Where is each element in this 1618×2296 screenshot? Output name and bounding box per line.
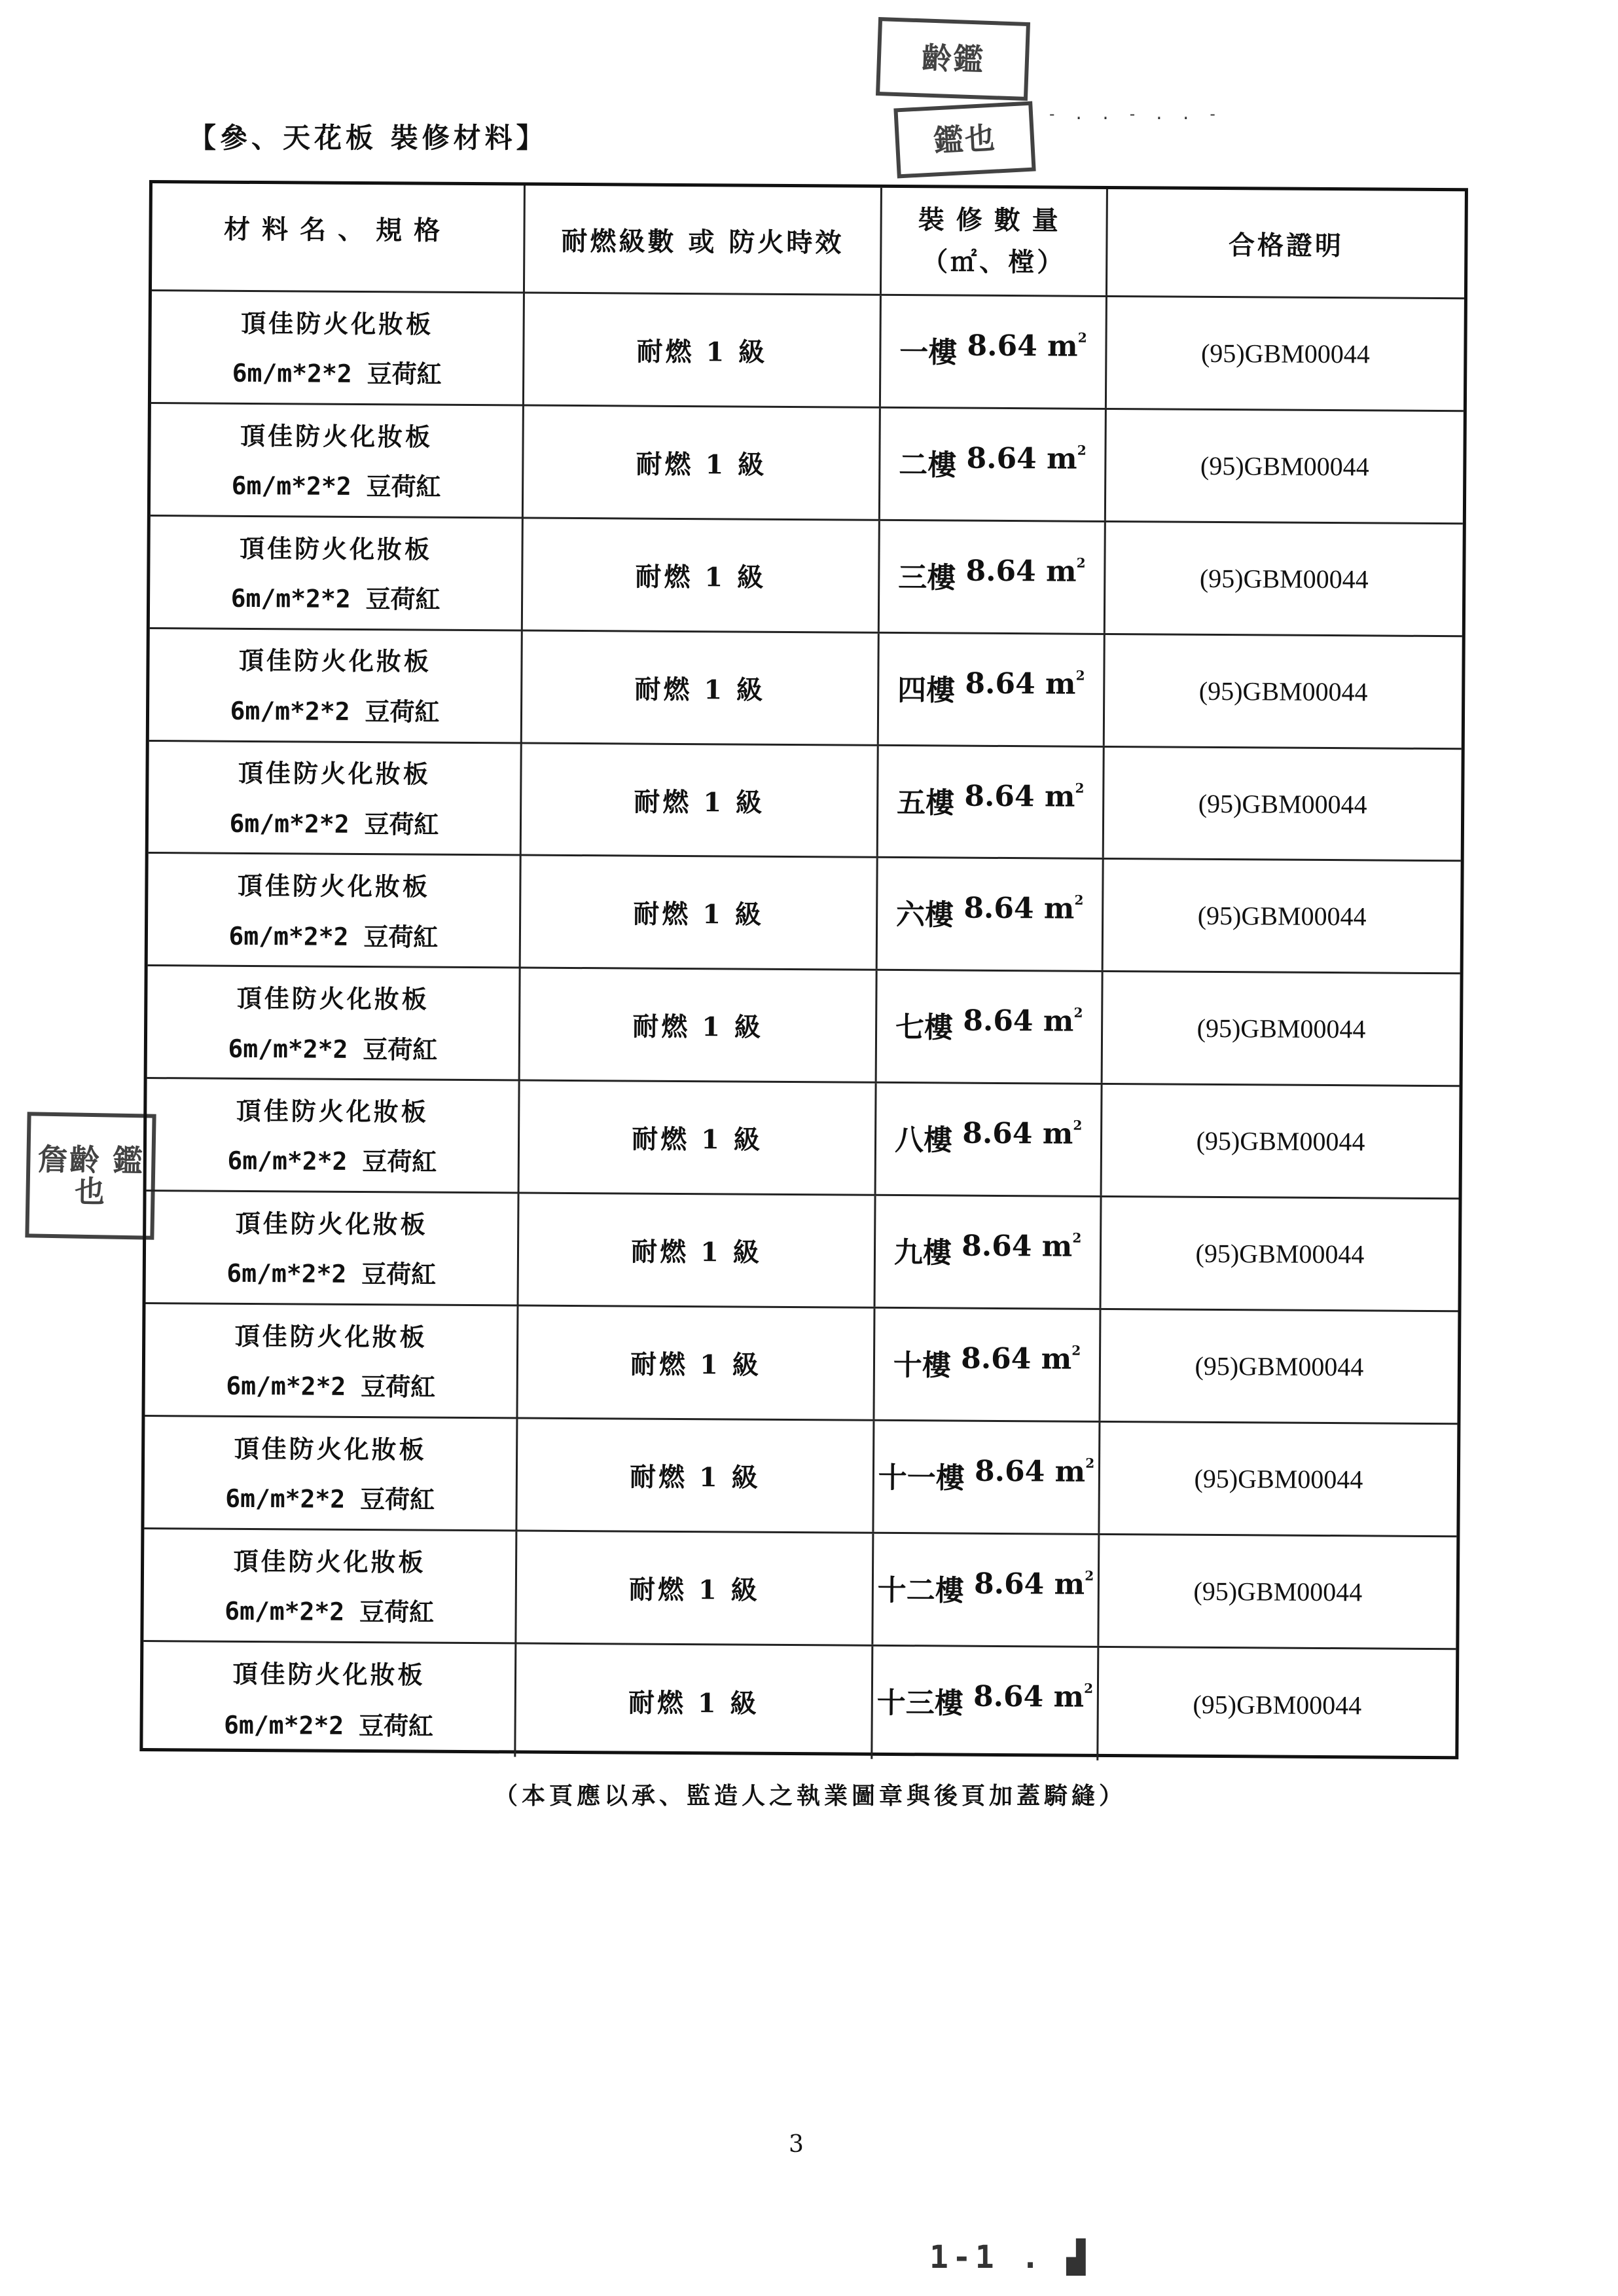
quantity-unit-exponent: 2: [1084, 1680, 1094, 1696]
material-cell: [150, 517, 524, 629]
quantity-unit: m: [1045, 667, 1076, 701]
quantity-unit-exponent: 2: [1075, 780, 1085, 796]
material-spec: 6m/m*2*2 豆荷紅: [227, 1146, 437, 1177]
material-name: 頂佳防火化妝板: [238, 758, 431, 789]
quantity-cell: [877, 971, 1104, 1083]
material-name: 頂佳防火化妝板: [232, 1658, 425, 1690]
material-name: 頂佳防火化妝板: [240, 420, 433, 452]
quantity-cell: [876, 1196, 1102, 1308]
certificate-number: (95)GBM00044: [1198, 788, 1367, 819]
quantity-cell: [880, 409, 1107, 520]
table-row: [151, 404, 1464, 524]
table-row: [147, 1079, 1460, 1199]
fire-grade: 耐燃 1 級: [516, 1644, 873, 1758]
material-cell: [145, 1304, 518, 1417]
quantity-cell: [878, 858, 1104, 970]
material-spec: 6m/m*2*2 豆荷紅: [225, 1596, 435, 1627]
quantity-unit-exponent: 2: [1072, 1230, 1082, 1246]
certificate-number: (95)GBM00044: [1193, 1689, 1362, 1721]
quantity-cell: [874, 1421, 1100, 1533]
table-row: [149, 742, 1462, 862]
fire-grade: 耐燃 1 級: [523, 519, 880, 631]
floor-label: 十三樓: [876, 1686, 963, 1721]
header-quantity: [882, 188, 1108, 295]
certificate-number: (95)GBM00044: [1197, 901, 1367, 932]
quantity-cell: [878, 746, 1105, 858]
quantity-value: 8.64: [963, 892, 1034, 926]
material-name: 頂佳防火化妝板: [236, 983, 430, 1014]
quantity-unit-exponent: 2: [1076, 555, 1086, 571]
quantity-unit-exponent: 2: [1077, 442, 1087, 458]
certificate-number: (95)GBM00044: [1198, 676, 1368, 706]
quantity-value: 8.64: [973, 1567, 1045, 1601]
material-spec: 6m/m*2*2 豆荷紅: [230, 696, 440, 727]
quantity-unit: m: [1054, 1567, 1085, 1601]
quantity-value: 8.64: [962, 1116, 1033, 1151]
material-spec: 6m/m*2*2 豆荷紅: [228, 921, 439, 952]
material-spec: 6m/m*2*2 豆荷紅: [230, 583, 440, 614]
quantity-unit-exponent: 2: [1077, 329, 1087, 346]
material-cell: [148, 854, 522, 966]
quantity-cell: [876, 1084, 1103, 1195]
fire-grade: 耐燃 1 級: [517, 1419, 874, 1531]
quantity-unit: m: [1041, 1342, 1072, 1376]
materials-table: [139, 180, 1468, 1759]
certificate-number: (95)GBM00044: [1196, 1013, 1366, 1044]
fire-grade: 耐燃 1 級: [516, 1531, 874, 1644]
floor-label: 一樓: [899, 336, 958, 370]
table-body: [143, 291, 1464, 1762]
material-spec: 6m/m*2*2 豆荷紅: [225, 1484, 435, 1514]
seal-stamp-top: 齡鑑: [876, 17, 1030, 101]
quantity-unit-exponent: 2: [1071, 1342, 1081, 1358]
material-cell: [151, 404, 524, 517]
floor-label: 七樓: [895, 1011, 954, 1045]
quantity-cell: [880, 521, 1106, 633]
floor-label: 八樓: [894, 1123, 953, 1157]
footnote: （本頁應以承、監造人之執業圖章與後頁加蓋騎縫）: [494, 1782, 1127, 1810]
header-material: 材料名、規格: [152, 183, 526, 291]
quantity-cell: [872, 1646, 1099, 1760]
table-row: [143, 1642, 1456, 1762]
seal-stamp-top-lower: 鑑也: [893, 101, 1035, 179]
section-title: 【參、天花板 裝修材料】: [189, 122, 548, 154]
material-name: 頂佳防火化妝板: [237, 871, 431, 902]
quantity-value: 8.64: [973, 1679, 1044, 1714]
quantity-unit: m: [1053, 1680, 1085, 1714]
seal-stamp-left-margin: 詹齡 鑑也: [25, 1112, 156, 1239]
material-spec: 6m/m*2*2 豆荷紅: [231, 471, 441, 501]
quantity-unit-exponent: 2: [1075, 667, 1085, 683]
fire-grade: 耐燃 1 級: [520, 1082, 877, 1194]
header-quantity-unit: （㎡、樘）: [922, 246, 1066, 278]
scan-noise-top: - . . - . . -: [1047, 105, 1221, 123]
page-number: 3: [789, 2131, 804, 2158]
table-header-row: [152, 183, 1465, 299]
certificate-number: (95)GBM00044: [1199, 563, 1369, 594]
material-cell: [144, 1417, 518, 1529]
floor-label: 二樓: [899, 448, 957, 483]
certificate-number: (95)GBM00044: [1200, 338, 1370, 369]
fire-grade: 耐燃 1 級: [518, 1306, 875, 1419]
quantity-value: 8.64: [974, 1454, 1045, 1489]
table-row: [145, 1304, 1458, 1425]
header-quantity-label: 裝修數量: [918, 204, 1070, 236]
floor-label: 十樓: [893, 1348, 951, 1383]
fire-grade: 耐燃 1 級: [522, 631, 880, 744]
certificate-number: (95)GBM00044: [1194, 1463, 1363, 1495]
floor-label: 三樓: [897, 560, 956, 595]
table-row: [144, 1417, 1457, 1537]
certificate-number: (95)GBM00044: [1200, 450, 1369, 482]
quantity-value: 8.64: [962, 1229, 1032, 1264]
quantity-unit-exponent: 2: [1085, 1567, 1094, 1584]
material-cell: [143, 1529, 517, 1642]
table-row: [148, 854, 1461, 974]
quantity-value: 8.64: [965, 554, 1036, 589]
fire-grade: 耐燃 1 級: [519, 1194, 876, 1307]
quantity-cell: [881, 296, 1107, 408]
table-row: [147, 966, 1460, 1087]
quantity-value: 8.64: [961, 1341, 1032, 1376]
fire-grade: 耐燃 1 級: [524, 406, 881, 519]
material-spec: 6m/m*2*2 豆荷紅: [223, 1710, 434, 1741]
quantity-value: 8.64: [964, 779, 1035, 813]
header-certificate: 合格證明: [1228, 229, 1344, 261]
material-cell: [147, 966, 521, 1079]
material-spec: 6m/m*2*2 豆荷紅: [228, 1034, 438, 1065]
material-cell: [146, 1192, 520, 1304]
quantity-cell: [873, 1534, 1100, 1646]
material-spec: 6m/m*2*2 豆荷紅: [226, 1371, 436, 1402]
floor-label: 十一樓: [878, 1461, 965, 1495]
quantity-unit-exponent: 2: [1074, 892, 1084, 909]
quantity-unit-exponent: 2: [1085, 1455, 1095, 1471]
fire-grade: 耐燃 1 級: [520, 969, 878, 1082]
material-name: 頂佳防火化妝板: [235, 1208, 428, 1239]
fire-grade: 耐燃 1 級: [521, 856, 878, 969]
quantity-value: 8.64: [966, 441, 1037, 476]
quantity-unit: m: [1043, 892, 1075, 926]
scan-noise-bottom: 1-1 . ▟: [929, 2239, 1090, 2276]
quantity-value: 8.64: [963, 1004, 1034, 1038]
certificate-number: (95)GBM00044: [1195, 1238, 1365, 1269]
table-row: [143, 1529, 1456, 1650]
quantity-unit: m: [1047, 329, 1078, 363]
material-cell: [151, 291, 525, 404]
material-name: 頂佳防火化妝板: [233, 1546, 426, 1577]
quantity-unit: m: [1046, 442, 1077, 476]
table-row: [146, 1192, 1459, 1312]
table-row: [150, 517, 1463, 637]
quantity-unit-exponent: 2: [1073, 1117, 1083, 1133]
fire-grade: 耐燃 1 級: [522, 744, 879, 856]
material-name: 頂佳防火化妝板: [234, 1433, 427, 1465]
floor-label: 十二樓: [877, 1573, 964, 1608]
material-name: 頂佳防火化妝板: [234, 1321, 427, 1352]
material-cell: [149, 629, 523, 742]
material-spec: 6m/m*2*2 豆荷紅: [229, 809, 439, 839]
quantity-value: 8.64: [967, 329, 1037, 363]
quantity-unit: m: [1043, 1004, 1074, 1038]
table-row: [149, 629, 1462, 750]
material-spec: 6m/m*2*2 豆荷紅: [226, 1259, 437, 1289]
material-name: 頂佳防火化妝板: [241, 308, 434, 339]
fire-grade: 耐燃 1 級: [524, 294, 882, 407]
material-name: 頂佳防火化妝板: [239, 533, 433, 564]
quantity-unit-exponent: 2: [1073, 1004, 1083, 1021]
quantity-unit: m: [1054, 1455, 1086, 1489]
material-cell: [143, 1642, 516, 1757]
floor-label: 六樓: [895, 898, 954, 932]
material-cell: [147, 1079, 520, 1192]
table-row: [151, 291, 1464, 412]
floor-label: 五樓: [896, 786, 955, 820]
quantity-cell: [874, 1309, 1101, 1421]
quantity-unit: m: [1041, 1230, 1073, 1264]
quantity-unit: m: [1042, 1117, 1073, 1151]
quantity-cell: [879, 634, 1106, 746]
quantity-unit: m: [1045, 555, 1077, 589]
quantity-unit: m: [1044, 779, 1075, 814]
material-spec: 6m/m*2*2 豆荷紅: [232, 358, 442, 389]
certificate-number: (95)GBM00044: [1196, 1125, 1365, 1157]
header-fire-rating: 耐燃級數 或 防火時效: [525, 186, 882, 294]
floor-label: 九樓: [893, 1236, 952, 1270]
certificate-number: (95)GBM00044: [1195, 1351, 1364, 1382]
quantity-value: 8.64: [965, 666, 1035, 701]
material-name: 頂佳防火化妝板: [238, 646, 432, 677]
material-cell: [149, 742, 522, 854]
material-name: 頂佳防火化妝板: [236, 1095, 429, 1127]
floor-label: 四樓: [897, 673, 956, 708]
certificate-number: (95)GBM00044: [1193, 1576, 1363, 1607]
